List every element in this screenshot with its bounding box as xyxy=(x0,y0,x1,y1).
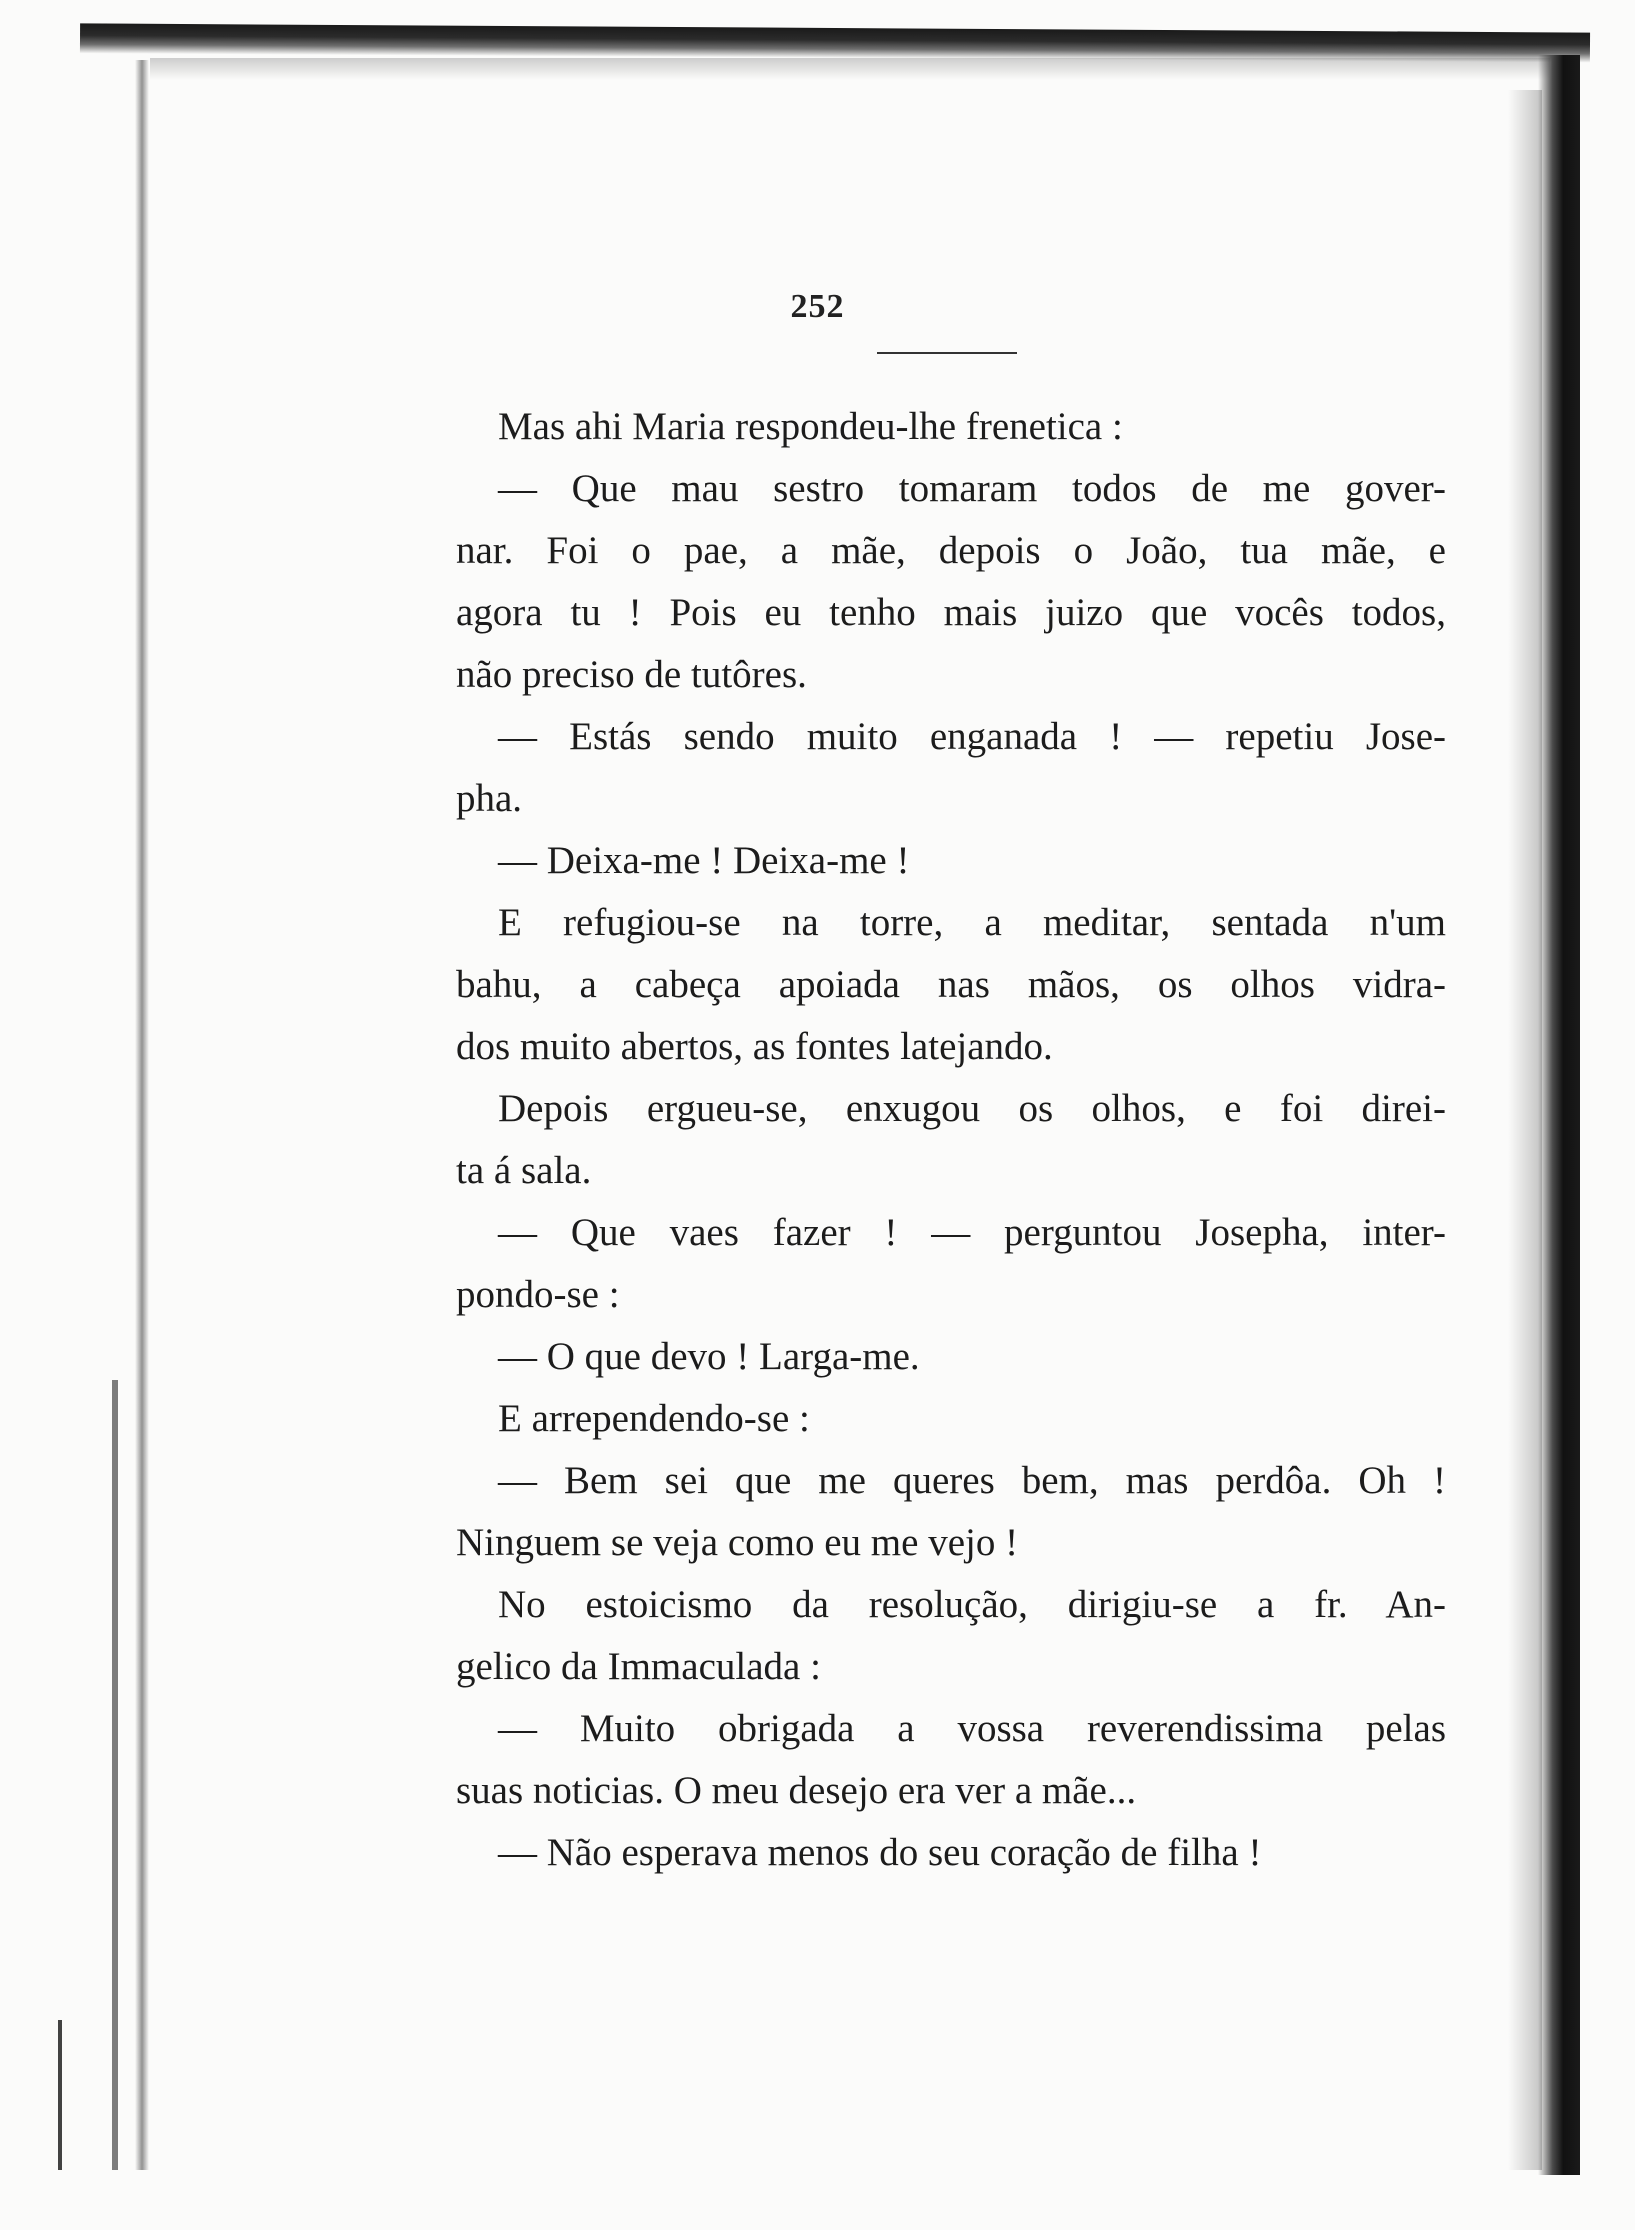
text-line xyxy=(456,458,1446,520)
page-left-binding-mark xyxy=(112,1380,118,2170)
page-top-edge-shadow xyxy=(80,23,1590,62)
text-line-content: — Que mau sestro tomaram todos de me gover- xyxy=(498,467,1446,510)
text-line xyxy=(456,520,1446,582)
page-right-edge-gradient xyxy=(1508,90,1542,2170)
text-line-content: agora tu ! Pois eu tenho mais juizo que vocês todos, xyxy=(456,591,1446,634)
text-line xyxy=(456,1698,1446,1760)
text-line xyxy=(456,1078,1446,1140)
text-line-content: Depois ergueu-se, enxugou os olhos, e foi direi- xyxy=(498,1087,1446,1130)
text-line-content: — O que devo ! Larga-me. xyxy=(498,1335,920,1378)
text-line xyxy=(456,706,1446,768)
text-line-content: gelico da Immaculada : xyxy=(456,1645,821,1688)
text-line-content: bahu, a cabeça apoiada nas mãos, os olhos vidra- xyxy=(456,963,1446,1006)
text-line-content: pondo-se : xyxy=(456,1273,620,1316)
text-line-content: — Muito obrigada a vossa reverendissima pelas xyxy=(498,1707,1446,1750)
text-line xyxy=(456,1264,1446,1326)
page-number-rule xyxy=(877,352,1017,354)
text-line xyxy=(456,644,1446,706)
text-line xyxy=(456,582,1446,644)
text-line-content: — Bem sei que me queres bem, mas perdôa. Oh ! xyxy=(498,1459,1446,1502)
text-line-content: Mas ahi Maria respondeu-lhe frenetica : xyxy=(498,405,1123,448)
page-top-edge-fade xyxy=(150,58,1550,80)
text-line-content: Ninguem se veja como eu me vejo ! xyxy=(456,1521,1019,1564)
text-line xyxy=(456,396,1446,458)
text-line xyxy=(456,768,1446,830)
text-line xyxy=(456,892,1446,954)
text-line xyxy=(456,1760,1446,1822)
page-left-binding-mark-lower xyxy=(58,2020,62,2170)
text-line-content: No estoicismo da resolução, dirigiu-se a fr. An- xyxy=(498,1583,1446,1626)
text-line xyxy=(456,1822,1446,1884)
page-right-edge-shadow xyxy=(1538,55,1580,2175)
text-line-content: pha. xyxy=(456,777,523,820)
text-line-content: suas noticias. O meu desejo era ver a mãe... xyxy=(456,1769,1137,1812)
text-line-content: — Estás sendo muito enganada ! — repetiu Jose- xyxy=(498,715,1446,758)
text-line xyxy=(456,1450,1446,1512)
text-line xyxy=(456,1202,1446,1264)
page-left-edge-shadow xyxy=(135,60,149,2170)
page-number: 252 xyxy=(790,288,845,325)
text-line-content: dos muito abertos, as fontes latejando. xyxy=(456,1025,1053,1068)
text-line-content: não preciso de tutôres. xyxy=(456,653,807,696)
text-line-content: E arrependendo-se : xyxy=(498,1397,810,1440)
text-line-content: ta á sala. xyxy=(456,1149,592,1192)
text-line-content: — Que vaes fazer ! — perguntou Josepha, inter- xyxy=(498,1211,1446,1254)
text-line xyxy=(456,1636,1446,1698)
text-line xyxy=(456,1574,1446,1636)
text-line xyxy=(456,954,1446,1016)
text-line xyxy=(456,1016,1446,1078)
text-line xyxy=(456,1140,1446,1202)
text-line-content: nar. Foi o pae, a mãe, depois o João, tua mãe, e xyxy=(456,529,1446,572)
body-text xyxy=(456,396,1446,1884)
text-line-content: — Deixa-me ! Deixa-me ! xyxy=(498,839,910,882)
text-line xyxy=(456,1388,1446,1450)
text-line xyxy=(456,1512,1446,1574)
text-line-content: E refugiou-se na torre, a meditar, sentada n'um xyxy=(498,901,1446,944)
text-line xyxy=(456,1326,1446,1388)
text-line xyxy=(456,830,1446,892)
text-line-content: — Não esperava menos do seu coração de filha ! xyxy=(498,1831,1262,1874)
